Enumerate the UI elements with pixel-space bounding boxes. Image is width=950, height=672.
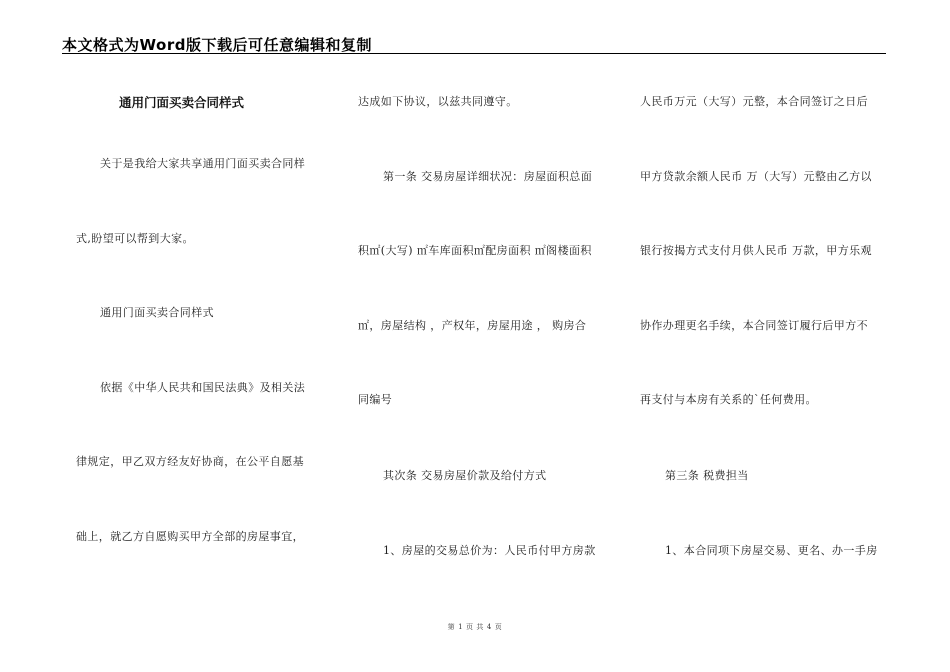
col3-line-7: 1、本合同项下房屋交易、更名、办一手房 [665, 544, 878, 557]
document-title: 通用门面买卖合同样式 [119, 95, 245, 110]
col1-line-4: 依据《中华人民共和国民法典》及相关法 [100, 381, 306, 394]
col3-line-6: 第三条 税费担当 [665, 469, 749, 482]
col3-line-1: 人民币万元（大写）元整，本合同签订之日后 [640, 95, 868, 108]
col3-line-5: 再支付与本房有关系的`任何费用。 [640, 393, 817, 406]
col1-line-1: 关于是我给大家共享通用门面买卖合同样 [100, 157, 306, 170]
col2-line-3: 积㎡(大写) ㎡车库面积㎡配房面积 ㎡阁楼面积 [358, 244, 592, 257]
col2-line-7: 1、房屋的交易总价为：人民币付甲方房款 [383, 544, 596, 557]
col3-line-4: 协作办理更名手续，本合同签订履行后甲方不 [640, 319, 868, 332]
header-divider [62, 53, 886, 54]
page-number: 第 1 页 共 4 页 [447, 623, 503, 631]
col2-line-4: ㎡，房屋结构 ，产权年，房屋用途 ， 购房合 [358, 319, 587, 332]
header-title: 本文格式为Word版下载后可任意编辑和复制 [62, 36, 372, 54]
col3-line-2: 甲方贷款余额人民币 万（大写）元整由乙方以 [640, 170, 872, 183]
col1-line-6: 础上，就乙方自愿购买甲方全部的房屋事宜， [76, 530, 304, 543]
col2-line-2: 第一条 交易房屋详细状况：房屋面积总面 [383, 170, 593, 183]
col2-line-5: 同编号 [358, 393, 393, 406]
col2-line-1: 达成如下协议，以兹共同遵守。 [358, 95, 518, 108]
col1-line-3: 通用门面买卖合同样式 [100, 306, 214, 319]
col2-line-6: 其次条 交易房屋价款及给付方式 [383, 469, 547, 482]
col1-line-2: 式,盼望可以帮到大家。 [76, 232, 194, 245]
col1-line-5: 律规定，甲乙双方经友好协商，在公平自愿基 [76, 455, 304, 468]
col3-line-3: 银行按揭方式支付月供人民币 万款，甲方乐观 [640, 244, 872, 257]
